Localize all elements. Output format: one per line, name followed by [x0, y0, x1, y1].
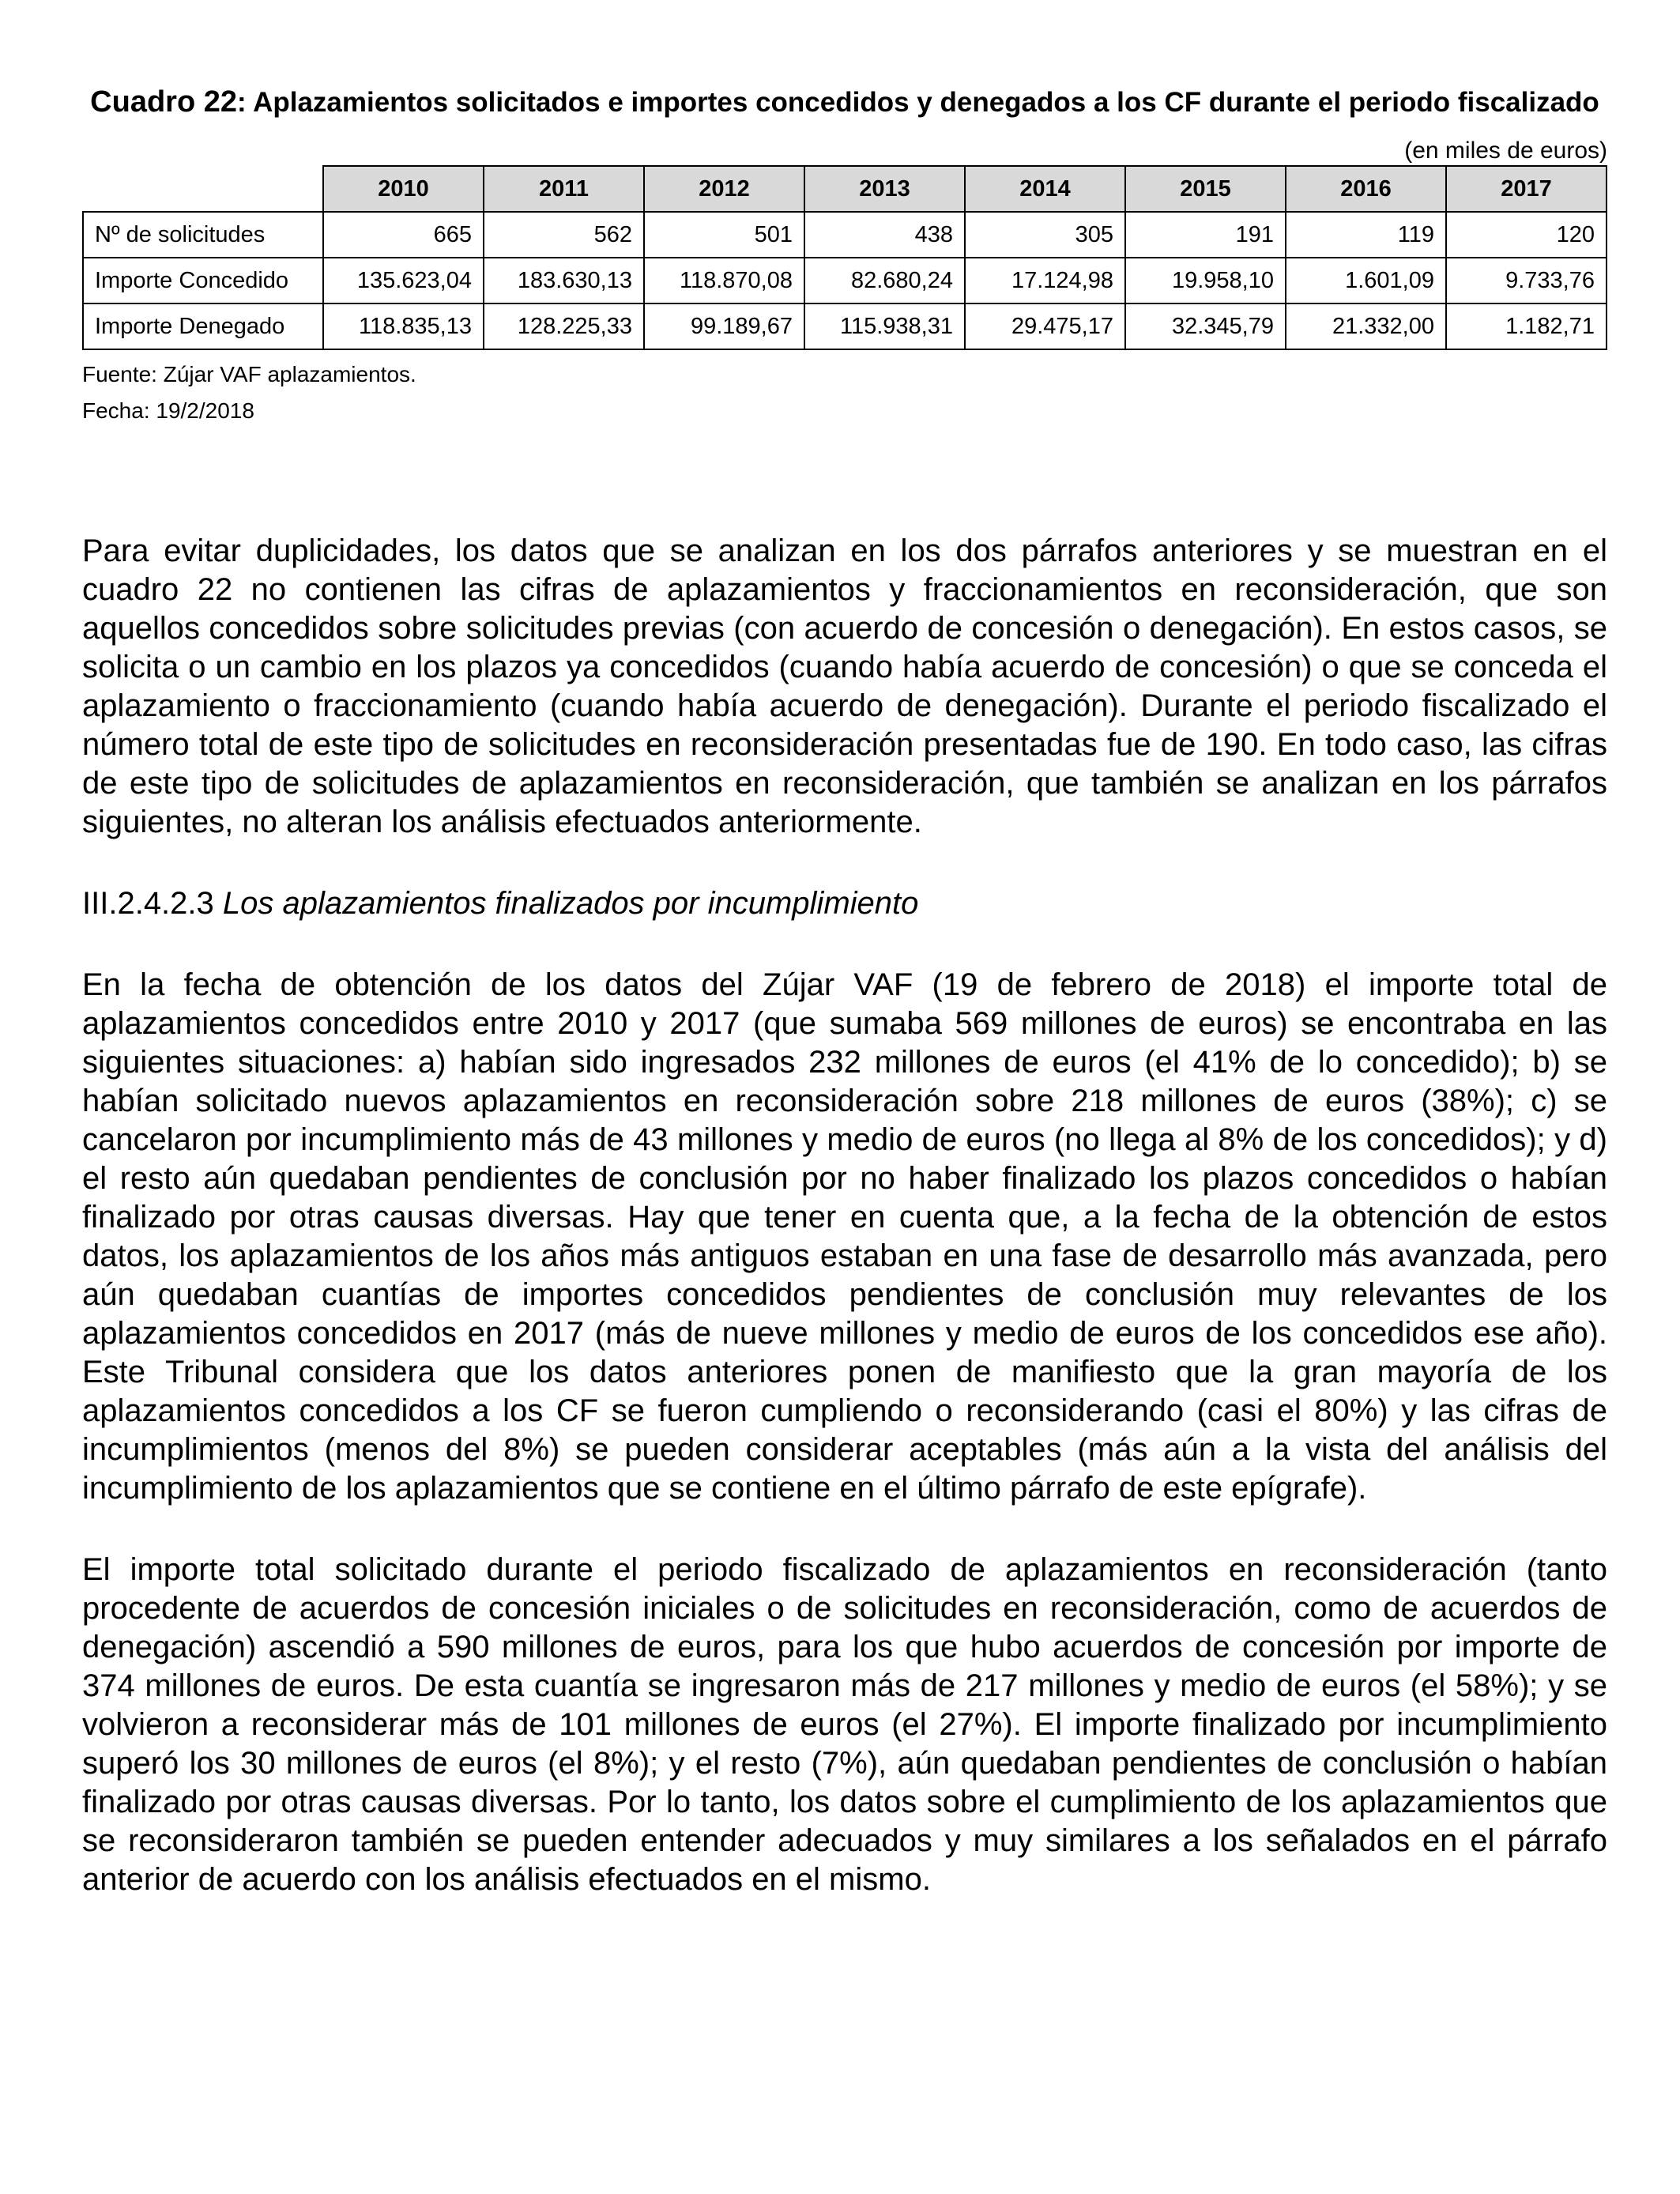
table-cell: 32.345,79 — [1125, 303, 1286, 349]
section-title: Los aplazamientos finalizados por incumplimiento — [222, 886, 919, 921]
table-cell: 438 — [804, 212, 965, 258]
table-cell: 183.630,13 — [484, 258, 644, 303]
table-cell: 17.124,98 — [965, 258, 1125, 303]
table-date: Fecha: 19/2/2018 — [82, 398, 254, 423]
table-cell: 115.938,31 — [804, 303, 965, 349]
table-cell: 1.601,09 — [1286, 258, 1446, 303]
table-cell: 19.958,10 — [1125, 258, 1286, 303]
column-header: 2016 — [1286, 166, 1446, 212]
paragraph-reconsideration: Para evitar duplicidades, los datos que se analizan en los dos párrafos anteriores y se muestran en el cuadro 22 no contienen las cifras de aplazamientos y fraccionamientos en reconsideración, que son aquellos concedidos sobre solicitudes previas (con acuerdo de concesión o denegación). En estos casos, se solicita o un cambio en los plazos ya concedidos (cuando había acuerdo de concesión) o que se conceda el aplazamiento o fraccionamiento (cuando había acuerdo de denegación). Durante el periodo fiscalizado el número total de este tipo de solicitudes en reconsideración presentadas fue de 190. En todo caso, las cifras de este tipo de solicitudes de aplazamientos en reconsideración, que también se analizan en los párrafos siguientes, no alteran los análisis efectuados anteriormente. — [82, 533, 1607, 839]
table-cell: 21.332,00 — [1286, 303, 1446, 349]
column-header: 2010 — [323, 166, 484, 212]
column-header: 2014 — [965, 166, 1125, 212]
column-header: 2012 — [644, 166, 804, 212]
table-cell: 128.225,33 — [484, 303, 644, 349]
document-page — [82, 76, 1607, 1899]
table-cell: 305 — [965, 212, 1125, 258]
table-row — [83, 212, 1607, 258]
row-label: Importe Concedido — [83, 258, 323, 303]
table-cell: 118.835,13 — [323, 303, 484, 349]
section-number: III.2.4.2.3 — [82, 886, 214, 921]
paragraph-reconsideration-totals: El importe total solicitado durante el periodo fiscalizado de aplazamientos en reconsideración (tanto procedente de acuerdos de concesión iniciales o de solicitudes en reconsideración, como de acuerdos de denegación) ascendió a 590 millones de euros, para los que hubo acuerdos de concesión por importe de 374 millones de euros. De esta cuantía se ingresaron más de 217 millones y medio de euros (el 58%); y se volvieron a reconsiderar más de 101 millones de euros (el 27%). El importe finalizado por incumplimiento superó los 30 millones de euros (el 8%); y el resto (7%), aún quedaban pendientes de conclusión o habían finalizado por otras causas diversas. Por lo tanto, los datos sobre el cumplimiento de los aplazamientos que se reconsideraron también se pueden entender adecuados y muy similares a los señalados en el párrafo anterior de acuerdo con los análisis efectuados en el mismo. — [82, 1552, 1607, 1897]
header-blank-cell — [83, 166, 323, 212]
table-source: Fuente: Zújar VAF aplazamientos. — [82, 362, 416, 386]
section-heading — [82, 884, 1607, 923]
table-notes — [82, 356, 1607, 429]
caption-label: Cuadro 22 — [90, 85, 237, 119]
table-cell: 119 — [1286, 212, 1446, 258]
table-cell: 562 — [484, 212, 644, 258]
table-cell: 118.870,08 — [644, 258, 804, 303]
table-caption — [82, 84, 1607, 121]
table-cell: 120 — [1446, 212, 1607, 258]
caption-text: : Aplazamientos solicitados e importes concedidos y denegados a los CF durante el periodo fiscalizado — [237, 87, 1599, 118]
table-row — [83, 303, 1607, 349]
table-cell: 501 — [644, 212, 804, 258]
data-table — [82, 165, 1607, 350]
table-cell: 1.182,71 — [1446, 303, 1607, 349]
table-row — [83, 258, 1607, 303]
column-header: 2017 — [1446, 166, 1607, 212]
column-header: 2015 — [1125, 166, 1286, 212]
table-cell: 99.189,67 — [644, 303, 804, 349]
table-header-row — [83, 166, 1607, 212]
table-cell: 191 — [1125, 212, 1286, 258]
paragraph-deferrals-status: En la fecha de obtención de los datos del Zújar VAF (19 de febrero de 2018) el importe total de aplazamientos concedidos entre 2010 y 2017 (que sumaba 569 millones de euros) se encontraba en las siguientes situaciones: a) habían sido ingresados 232 millones de euros (el 41% de lo concedido); b) se habían solicitado nuevos aplazamientos en reconsideración sobre 218 millones de euros (38%); c) se cancelaron por incumplimiento más de 43 millones y medio de euros (no llega al 8% de los concedidos); y d) el resto aún quedaban pendientes de conclusión por no haber finalizado los plazos concedidos o habían finalizado por otras causas diversas. Hay que tener en cuenta que, a la fecha de la obtención de estos datos, los aplazamientos de los años más antiguos estaban en una fase de desarrollo más avanzada, pero aún quedaban cuantías de importes concedidos pendientes de conclusión muy relevantes de los aplazamientos concedidos en 2017 (más de nueve millones y medio de euros de los concedidos ese año). Este Tribunal considera que los datos anteriores ponen de manifiesto que la gran mayoría de los aplazamientos concedidos a los CF se fueron cumpliendo o reconsiderando (casi el 80%) y las cifras de incumplimientos (menos del 8%) se pueden considerar aceptables (más aún a la vista del análisis del incumplimiento de los aplazamientos que se contiene en el último párrafo de este epígrafe). — [82, 967, 1607, 1506]
table-cell: 9.733,76 — [1446, 258, 1607, 303]
row-label: Importe Denegado — [83, 303, 323, 349]
row-label: Nº de solicitudes — [83, 212, 323, 258]
table-cell: 29.475,17 — [965, 303, 1125, 349]
table-units: (en miles de euros) — [1404, 138, 1607, 164]
column-header: 2013 — [804, 166, 965, 212]
column-header: 2011 — [484, 166, 644, 212]
table-cell: 82.680,24 — [804, 258, 965, 303]
table-cell: 665 — [323, 212, 484, 258]
table-cell: 135.623,04 — [323, 258, 484, 303]
